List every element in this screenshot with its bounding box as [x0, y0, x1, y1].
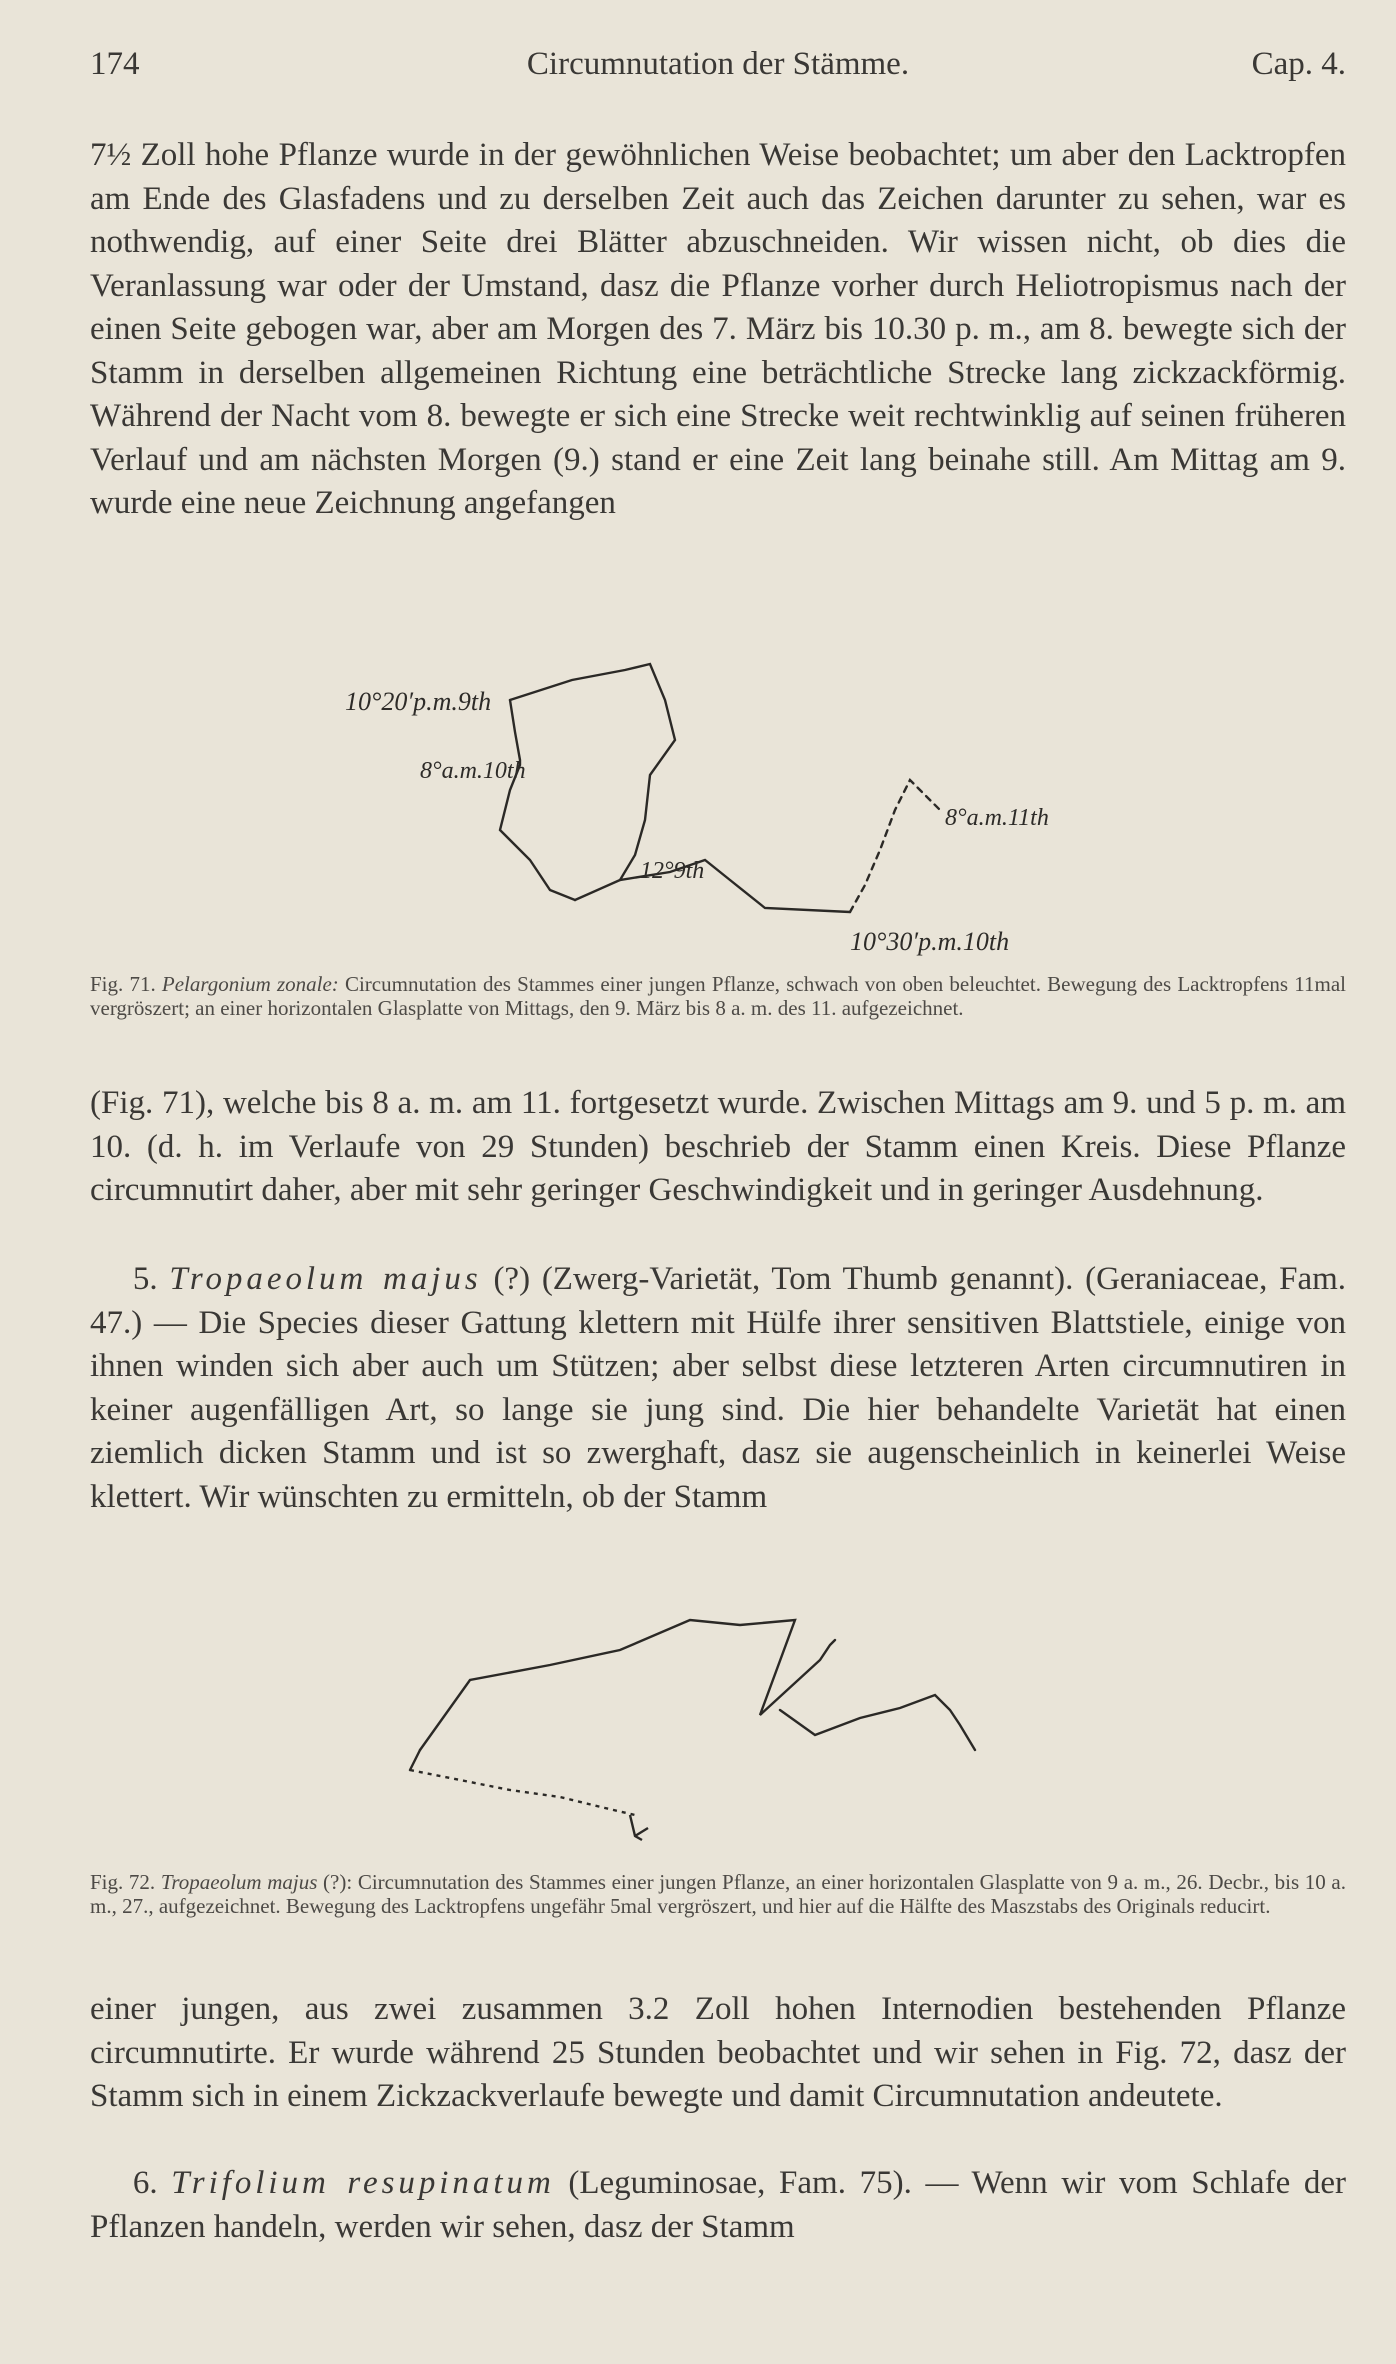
fig72-trace-dotted: [410, 1770, 635, 1815]
paragraph-5-number: 6.: [132, 2165, 158, 2201]
page-number: 174: [90, 46, 140, 82]
fig71-label-2: 8°a.m.10th: [420, 758, 526, 784]
paragraph-5: [90, 2162, 1346, 2249]
figure-71-diagram: [320, 650, 1120, 970]
fig71-label-5: 10°30′p.m.10th: [850, 927, 1010, 956]
paragraph-4: [90, 1988, 1346, 2119]
fig71-label-1: 10°20′p.m.9th: [345, 687, 492, 716]
fig71-caption-fig: Fig. 71.: [90, 972, 156, 996]
paragraph-1-text: 7½ Zoll hohe Pflanze wurde in der gewöhnlichen Weise beobachtet; um aber den Lacktropfen am Ende des Glasfadens und zu derselben Zeit auch das Zeichen darunter zu sehen, war es nothwendig, auf einer Seite drei Blätter abzuschneiden. Wir wissen nicht, ob dies die Veranlassung war oder der Umstand, dasz die Pflanze vorher durch Heliotropismus nach der einen Seite gebogen war, aber am Morgen des 7. März bis 10.30 p. m., am 8. bewegte sich der Stamm in derselben allgemeinen Richtung eine beträchtliche Strecke lang zickzackförmig. Während der Nacht vom 8. bewegte er sich eine Strecke weit rechtwinklig auf seinen früheren Verlauf und am nächsten Morgen (9.) stand er eine Zeit lang beinahe still. Am Mittag am 9. wurde eine neue Zeichnung angefangen: [90, 137, 1346, 521]
figure-72-diagram: [390, 1600, 1070, 1860]
fig71-caption-species: Pelargonium zonale:: [161, 972, 339, 996]
fig71-label-4: 8°a.m.11th: [945, 805, 1049, 831]
fig72-caption-text: (?): Circumnutation des Stammes einer jungen Pflanze, an einer horizontalen Glasplatte von 9 a. m., 26. Decbr., bis 10 a. m., 27., aufgezeichnet. Bewegung des Lacktropfens ungefähr 5mal vergröszert, und hier auf die Hälfte des Maszstabs des Originals reducirt.: [90, 1870, 1346, 1918]
running-title: Circumnutation der Stämme.: [526, 46, 910, 82]
figure-71-caption: [90, 972, 1346, 1020]
paragraph-3-number: 5.: [132, 1261, 158, 1297]
paragraph-5-text: (Leguminosae, Fam. 75). — Wenn wir vom Schlafe der Pflanzen handeln, werden wir sehen, dasz der Stamm: [90, 2165, 1346, 2245]
page-header: [90, 46, 1346, 96]
paragraph-3-species: Tropaeolum majus: [169, 1261, 482, 1297]
chapter-label: Cap. 4.: [1251, 46, 1346, 82]
paragraph-2-text: (Fig. 71), welche bis 8 a. m. am 11. fortgesetzt wurde. Zwischen Mittags am 9. und 5 p. m. am 10. (d. h. im Verlaufe von 29 Stunden) beschrieb der Stamm einen Kreis. Diese Pflanze circumnutirt daher, aber mit sehr geringer Geschwindigkeit und in geringer Ausdehnung.: [90, 1085, 1346, 1208]
fig71-label-3: 12°9th: [640, 858, 705, 884]
paragraph-3-text: (?) (Zwerg-Varietät, Tom Thumb genannt). (Geraniaceae, Fam. 47.) — Die Species dieser Gattung klettern mit Hülfe ihrer sensitiven Blattstiele, einige von ihnen winden sich aber auch um Stützen; aber selbst diese letzteren Arten circumnutiren in keiner augenfälligen Art, so lange sie jung sind. Die hier behandelte Varietät hat einen ziemlich dicken Stamm und ist so zwerghaft, dasz sie augenscheinlich in keinerlei Weise klettert. Wir wünschten zu ermitteln, ob der Stamm: [90, 1261, 1347, 1515]
paragraph-3: [90, 1258, 1346, 1519]
fig72-caption-fig: Fig. 72.: [90, 1870, 156, 1894]
fig71-caption-text: Circumnutation des Stammes einer jungen Pflanze, schwach von oben beleuchtet. Bewegung des Lacktropfens 11mal vergröszert; an einer horizontalen Glasplatte von Mittags, den 9. März bis 8 a. m. des 11. aufgezeichnet.: [90, 972, 1347, 1020]
fig72-trace: [420, 1620, 835, 1750]
fig72-caption-species: Tropaeolum majus: [160, 1870, 318, 1894]
paragraph-2: [90, 1082, 1346, 1213]
figure-72-caption: [90, 1870, 1346, 1918]
paragraph-4-text: einer jungen, aus zwei zusammen 3.2 Zoll hohen Internodien bestehenden Pflanze circumnutirte. Er wurde während 25 Stunden beobachtet und wir sehen in Fig. 72, dasz der Stamm sich in einem Zickzackverlaufe bewegte und damit Circumnutation andeutete.: [90, 1991, 1346, 2114]
paragraph-1: [90, 134, 1346, 526]
paragraph-5-species: Trifolium resupinatum: [171, 2165, 555, 2201]
